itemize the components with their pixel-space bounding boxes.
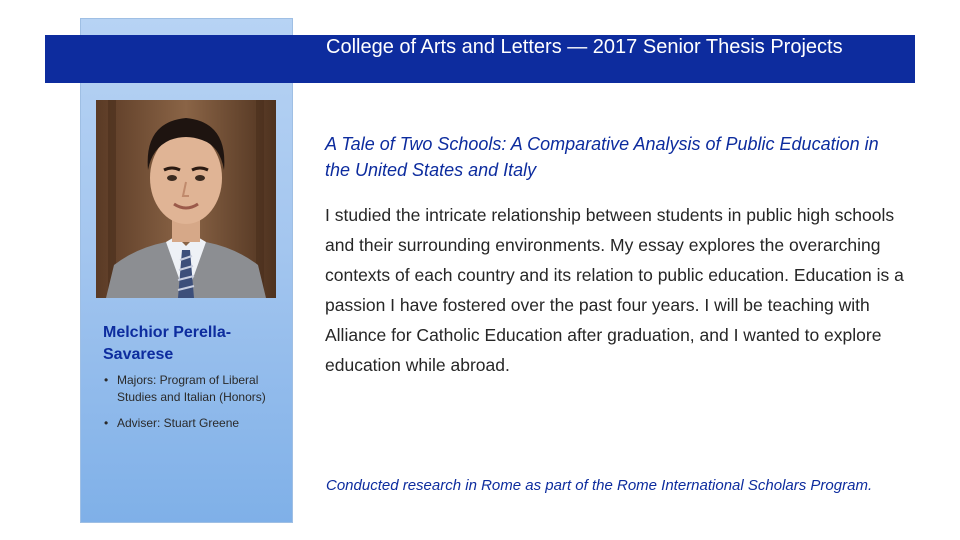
- adviser-text: Adviser: Stuart Greene: [117, 416, 240, 430]
- portrait-illustration: [96, 100, 276, 298]
- student-portrait: [96, 100, 276, 298]
- thesis-abstract: I studied the intricate relationship between students in public high schools and their surrounding environments. My essay explores the overarching contexts of each country and its relation to public education. Education is a passion I have fostered over the past four years. I will be teaching with Alliance for Catholic Education after graduation, and I wanted to explore education while abroad.: [325, 205, 904, 375]
- student-name: Melchior Perella-Savarese: [103, 324, 232, 363]
- page-title: College of Arts and Letters — 2017 Senior Thesis Projects: [326, 36, 843, 58]
- fact-adviser: [103, 415, 283, 432]
- bullet-glyph: •: [104, 373, 109, 387]
- header-bar: [45, 35, 915, 83]
- research-note: Conducted research in Rome as part of the Rome International Scholars Program.: [326, 477, 873, 494]
- thesis-title: A Tale of Two Schools: A Comparative Analysis of Public Education in the United States and Italy: [325, 134, 879, 180]
- majors-text: Majors: Program of Liberal Studies and Italian (Honors): [117, 373, 266, 404]
- bullet-glyph: •: [104, 416, 109, 430]
- student-facts: [103, 372, 283, 442]
- fact-majors: [103, 372, 283, 405]
